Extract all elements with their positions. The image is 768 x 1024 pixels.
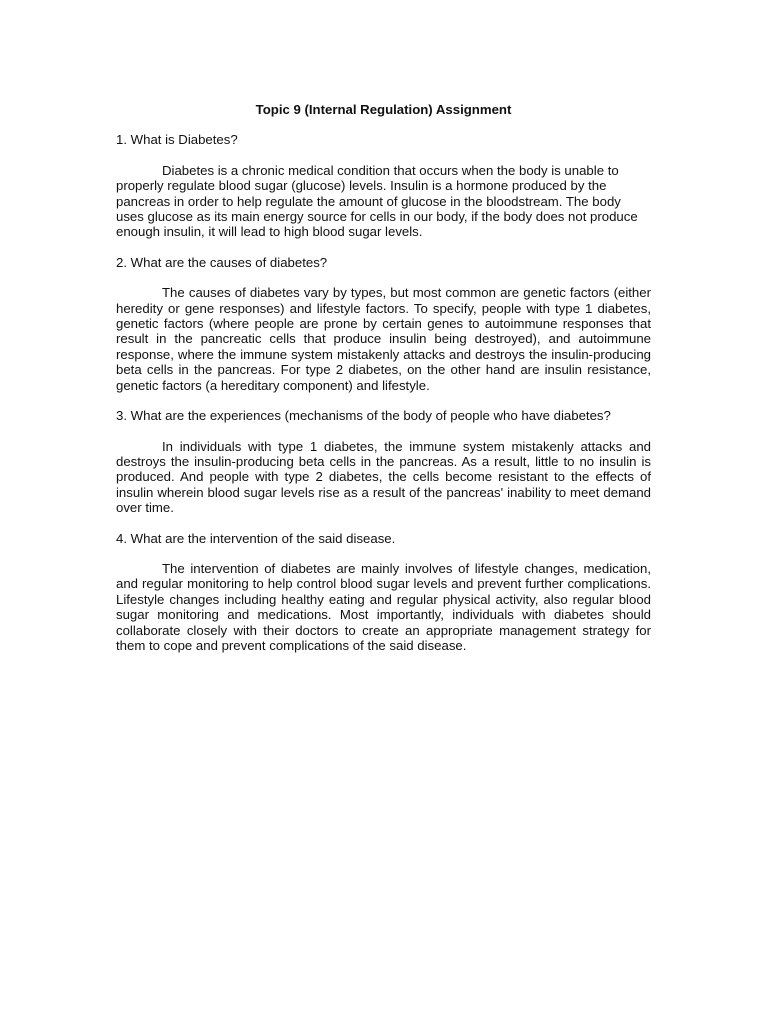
- question-2: 2. What are the causes of diabetes?: [116, 254, 328, 270]
- answer-3: In individuals with type 1 diabetes, the immune system mistakenly attacks and destroys the insulin-producing beta cells in the pancreas. As a result, little to no insulin is produced. And people with type 2 diabetes, the cells become resistant to the effects of insulin wherein blood sugar levels rise as a result of the pancreas' inability to meet demand over time.: [116, 438, 651, 516]
- answer-4: The intervention of diabetes are mainly involves of lifestyle changes, medication, and regular monitoring to help control blood sugar levels and prevent further complications. Lifestyle changes including healthy eating and regular physical activity, also regular blood sugar monitoring and medications. Most importantly, individuals with diabetes should collaborate closely with their doctors to create an appropriate management strategy for them to cope and prevent complications of the said disease.: [116, 560, 651, 653]
- answer-2: The causes of diabetes vary by types, but most common are genetic factors (either heredity or gene responses) and lifestyle factors. To specify, people with type 1 diabetes, genetic factors (where people are prone by certain genes to autoimmune responses that result in the pancreatic cells that produce insulin being destroyed), and autoimmune response, where the immune system mistakenly attacks and destroys the insulin-producing beta cells in the pancreas. For type 2 diabetes, on the other hand are insulin resistance, genetic factors (a hereditary component) and lifestyle.: [116, 285, 651, 393]
- question-1: 1. What is Diabetes?: [116, 132, 238, 148]
- document-title: Topic 9 (Internal Regulation) Assignment: [255, 102, 512, 117]
- document-page: [116, 102, 651, 668]
- answer-1: Diabetes is a chronic medical condition that occurs when the body is unable to properly regulate blood sugar (glucose) levels. Insulin is a hormone produced by the pancreas in order to help regulate the amount of glucose in the bloodstream. The body uses glucose as its main energy source for cells in our body, if the body does not produce enough insulin, it will lead to high blood sugar levels.: [116, 162, 638, 240]
- question-4: 4. What are the intervention of the said disease.: [116, 530, 396, 546]
- question-3: 3. What are the experiences (mechanisms of the body of people who have diabetes?: [116, 408, 611, 424]
